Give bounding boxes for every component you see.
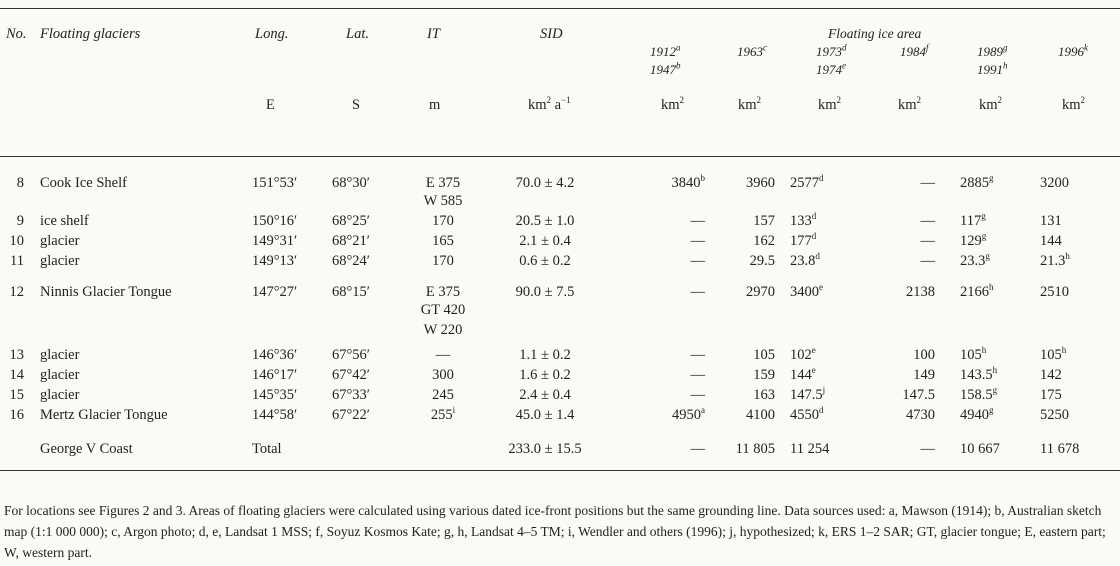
cell-a6-wrap [1040,347,1066,363]
cell-a5: 117 [960,213,982,229]
cell-it: W 585 [423,193,463,209]
cell-lat: 68°25′ [332,213,370,229]
cell-long: 151°53′ [252,175,298,191]
cell-a3-wrap [790,387,825,403]
cell-a2: 11 805 [735,441,775,457]
cell-footnote-mark: h [1065,251,1070,262]
cell-long: 145°35′ [252,387,298,403]
cell-a2: 4100 [746,407,775,423]
cell-a3-wrap [790,253,820,269]
cell-a5-wrap [960,175,994,191]
col-sid: SID [540,26,563,42]
cell-a4: 147.5 [902,387,935,403]
cell-footnote-mark: g [989,405,994,416]
cell-a4: — [920,233,935,249]
cell-footnote-mark: g [989,173,994,184]
cell-a1-wrap [625,175,705,191]
cell-name: Ninnis Glacier Tongue [40,284,172,300]
cell-a4: — [920,253,935,269]
col-lat: Lat. [346,26,369,42]
cell-a5: 158.5 [960,387,993,403]
cell-a1: — [690,347,705,363]
cell-a6: 2510 [1040,284,1069,300]
cell-a2: 162 [753,233,775,249]
col-long: Long. [255,26,289,42]
cell-name: glacier [40,367,80,383]
col-year-1963: 1963$^c$ [737,42,767,59]
cell-lat: 68°24′ [332,253,370,269]
cell-name: glacier [40,233,80,249]
cell-a3-wrap [790,407,824,423]
cell-no: 8 [16,175,24,191]
cell-a2: 159 [753,367,775,383]
cell-it: E 375 [425,284,461,300]
cell-a4: — [920,213,935,229]
cell-footnote-mark: j [822,385,826,396]
cell-a6: 142 [1040,367,1062,383]
cell-a5: 4940 [960,407,989,423]
cell-name: ice shelf [40,213,89,229]
cell-a5: 2166 [960,284,989,300]
cell-lat: 68°30′ [332,175,370,191]
cell-a3: 4550 [790,407,819,423]
cell-a5-wrap [960,253,990,269]
cell-a6: 144 [1040,233,1062,249]
cell-footnote-mark: b [700,173,705,184]
cell-lat: 67°33′ [332,387,370,403]
col-year-1912: 1912$^a$ [650,42,681,59]
cell-a2: 105 [753,347,775,363]
cell-no: 12 [9,284,24,300]
cell-sid: 90.0 ± 7.5 [515,284,575,300]
unit-long: E [266,97,275,113]
unit-area-6: $km^2$ [1062,95,1086,113]
col-year-1996: 1996$^k$ [1058,42,1088,59]
cell-a3-wrap [790,284,823,300]
cell-it: GT 420 [420,302,466,318]
cell-it: 165 [432,233,454,249]
cell-a6: 21.3 [1040,253,1066,269]
cell-a6: 131 [1040,213,1062,229]
cell-no: 15 [9,387,24,403]
unit-it: m [429,97,441,113]
cell-a2: 157 [753,213,775,229]
cell-a3: 11 254 [790,441,830,457]
cell-footnote-mark: g [981,211,986,222]
cell-no: 10 [9,233,24,249]
cell-a3-wrap [790,175,824,191]
cell-a2: 2970 [746,284,775,300]
cell-a5: 105 [960,347,982,363]
cell-a1: — [690,367,705,383]
cell-footnote-mark: h [989,282,994,293]
cell-a5: 10 667 [960,441,1000,457]
col-name: Floating glaciers [40,26,141,42]
cell-a6: 175 [1040,387,1062,403]
cell-a2: 29.5 [749,253,775,269]
cell-long: 149°31′ [252,233,298,249]
cell-sid: 2.1 ± 0.4 [519,233,571,249]
cell-no: 14 [9,367,24,383]
cell-a3: 133 [790,213,812,229]
cell-long: 150°16′ [252,213,298,229]
col-it: IT [427,26,440,42]
cell-it: 245 [432,387,454,403]
cell-a3: 23.8 [790,253,816,269]
unit-lat: S [352,97,361,113]
cell-footnote-mark: d [819,173,824,184]
cell-long: 146°36′ [252,347,298,363]
cell-it: — [435,347,451,363]
cell-a3-wrap [790,213,816,229]
col-no: No. [6,26,27,42]
cell-sid: 1.6 ± 0.2 [519,367,571,383]
cell-sid: 233.0 ± 15.5 [508,441,582,457]
cell-a2: 163 [753,387,775,403]
table-bottom-rule [0,470,1120,471]
cell-footnote-mark: i [452,405,456,416]
cell-lat: 68°15′ [332,284,370,300]
cell-a4: — [920,441,935,457]
cell-a3: 2577 [790,175,819,191]
cell-name: George V Coast [40,441,133,457]
cell-a5: 2885 [960,175,989,191]
cell-it: 255 [430,407,453,423]
cell-it: 300 [432,367,454,383]
cell-a5: 143.5 [960,367,993,383]
unit-area-3: $km^2$ [818,95,842,113]
unit-area-5: $km^2$ [979,95,1003,113]
cell-no: 16 [9,407,24,423]
cell-a6: 5250 [1040,407,1069,423]
cell-name: glacier [40,347,80,363]
cell-a4: 4730 [906,407,935,423]
cell-footnote-mark: e [811,365,816,376]
cell-it: W 220 [423,322,463,338]
cell-a1: — [690,213,705,229]
cell-long: 144°58′ [252,407,298,423]
cell-a1: — [690,253,705,269]
cell-a2: 3960 [746,175,775,191]
cell-it-wrap [400,407,486,423]
cell-a5: 129 [960,233,982,249]
cell-lat: 67°56′ [332,347,370,363]
cell-a4: 149 [913,367,935,383]
cell-a3-wrap [790,233,816,249]
col-group-floating-ice-area: Floating ice area [828,26,922,41]
cell-a6: 3200 [1040,175,1069,191]
cell-name: Cook Ice Shelf [40,175,127,191]
cell-footnote-mark: d [815,251,820,262]
cell-a6: 105 [1040,347,1062,363]
cell-it: E 375 [425,175,461,191]
unit-area-2: $km^2$ [738,95,762,113]
cell-sid: 2.4 ± 0.4 [519,387,571,403]
cell-it: 170 [432,253,454,269]
cell-footnote-mark: e [819,282,823,293]
cell-a1: — [690,441,705,457]
header-bottom-rule [0,156,1120,157]
table-footnote: For locations see Figures 2 and 3. Areas of floating glaciers were calculated using various dated ice-front positions but the same grounding line. Data sources used: a, Mawson (1914); b, Australian sketch map (1:1 000 000); c, Argon photo; d, e, Landsat 1 MSS; f, Soyuz Kosmos Kate; g, h, Landsat 4–5 TM; i, Wendler and others (1996); j, hypothesized; k, ERS 1–2 SAR; GT, glacier tongue; E, eastern part; W, western part. [4,502,1106,560]
cell-footnote-mark: h [992,365,998,376]
cell-name: glacier [40,253,80,269]
cell-lat: 67°22′ [332,407,370,423]
cell-lat: 67°42′ [332,367,370,383]
cell-a5-wrap [960,233,986,249]
cell-a4: — [920,175,935,191]
cell-no: 9 [16,213,24,229]
cell-sid: 0.6 ± 0.2 [519,253,571,269]
unit-area-4: $km^2$ [898,95,922,113]
cell-sid: 45.0 ± 1.4 [515,407,575,423]
cell-a1: — [690,233,705,249]
col-year-1974: 1974e [816,60,846,77]
cell-a3-wrap [790,347,816,363]
cell-name: glacier [40,387,80,403]
cell-a1: 4950 [672,407,701,423]
cell-a3-wrap [790,367,816,383]
cell-a6: 11 678 [1040,441,1080,457]
cell-name: Mertz Glacier Tongue [40,407,168,423]
cell-a3: 177 [790,233,812,249]
cell-long: 146°17′ [252,367,298,383]
unit-area-1: $km^2$ [661,95,685,113]
col-year-1973: 1973$^d$ [816,42,847,59]
cell-sid: 20.5 ± 1.0 [515,213,575,229]
col-year-1984: 1984$^f$ [900,42,929,59]
cell-sid: 70.0 ± 4.2 [515,175,575,191]
cell-a5-wrap [960,347,986,363]
cell-footnote-mark: d [819,405,824,416]
cell-lat: 68°21′ [332,233,370,249]
cell-footnote-mark: d [811,231,817,242]
cell-sid: 1.1 ± 0.2 [519,347,571,363]
col-year-1989: 1989$^g$ [977,42,1008,59]
cell-a5: 23.3 [960,253,986,269]
cell-long: 147°27′ [252,284,298,300]
cell-a1: — [690,387,705,403]
cell-footnote-mark: h [981,345,987,356]
cell-no: 11 [10,253,24,269]
cell-long: Total [252,441,282,457]
cell-a5-wrap [960,284,994,300]
cell-it: 170 [432,213,454,229]
cell-footnote-mark: g [992,385,998,396]
col-year-1991: 1991$^h$ [977,60,1008,77]
cell-a3: 102 [790,347,812,363]
cell-a5-wrap [960,407,994,423]
cell-a6-wrap [1040,253,1070,269]
cell-long: 149°13′ [252,253,298,269]
cell-footnote-mark: h [1061,345,1067,356]
unit-sid: $km^2$ $a^{-1}$ [528,95,571,113]
cell-a1-wrap [625,407,705,423]
cell-footnote-mark: a [701,405,705,416]
cell-no: 13 [9,347,24,363]
cell-a3: 3400 [790,284,819,300]
cell-a3: 144 [790,367,812,383]
cell-a4: 2138 [906,284,935,300]
cell-a4: 100 [913,347,935,363]
col-year-1947: 1947$^b$ [650,60,681,77]
cell-footnote-mark: g [981,231,987,242]
cell-footnote-mark: g [985,251,990,262]
cell-footnote-mark: e [811,345,816,356]
cell-a1: — [690,284,705,300]
table-top-rule [0,8,1120,9]
cell-a3: 147.5 [790,387,823,403]
cell-footnote-mark: d [811,211,817,222]
cell-a1: 3840 [671,175,701,191]
cell-a5-wrap [960,387,997,403]
cell-a5-wrap [960,213,986,229]
cell-a5-wrap [960,367,997,383]
